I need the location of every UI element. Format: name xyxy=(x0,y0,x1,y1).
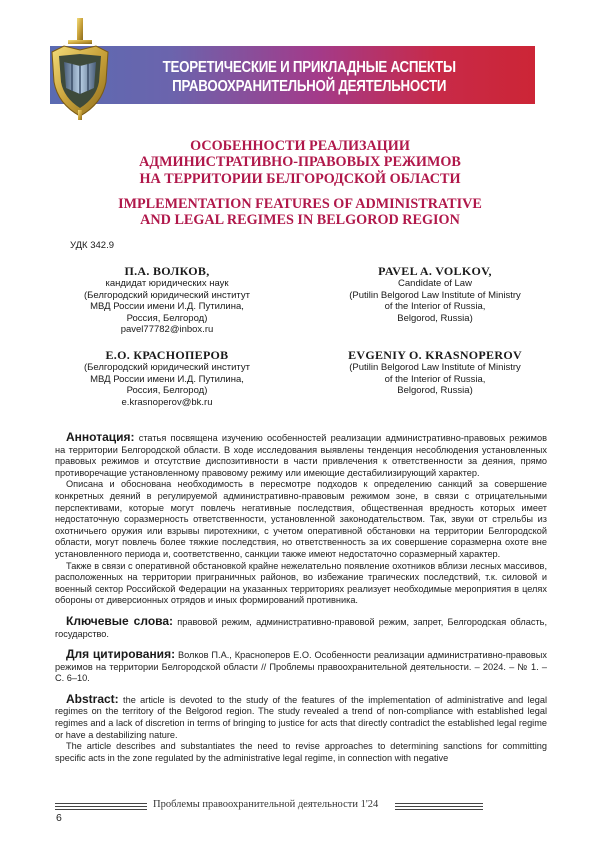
author-affiliation: of the Interior of Russia, xyxy=(384,301,486,313)
article-title-en xyxy=(0,196,600,229)
page-footer xyxy=(55,800,475,812)
author-affiliation: (Putilin Belgorod Law Institute of Ministry xyxy=(349,362,521,373)
keywords-paragraph xyxy=(55,613,547,640)
author-name: Е.О. КРАСНОПЕРОВ xyxy=(105,348,229,362)
author-affiliation: (Putilin Belgorod Law Institute of Ministry xyxy=(349,289,521,301)
article-title-ru xyxy=(0,138,600,187)
title-ru-line: АДМИНИСТРАТИВНО-ПРАВОВЫХ РЕЖИМОВ xyxy=(139,154,461,171)
author-en-volkov xyxy=(310,264,560,324)
title-en-line: IMPLEMENTATION FEATURES OF ADMINISTRATIVE xyxy=(118,196,482,212)
annotation-paragraph xyxy=(55,432,547,479)
author-affiliation: (Белгородский юридический институт xyxy=(84,289,250,301)
author-affiliation: Belgorod, Russia) xyxy=(397,385,473,397)
citation-label: Для цитирования: xyxy=(66,647,176,662)
title-ru-line: ОСОБЕННОСТИ РЕАЛИЗАЦИИ xyxy=(190,138,410,154)
author-affiliation: Belgorod, Russia) xyxy=(397,312,473,324)
author-degree: кандидат юридических наук xyxy=(105,278,229,289)
annotation-paragraph: Описана и обоснована необходимость в пересмотре подходов к определению санкций за совершение конкретных деяний в регулируемой административно-правовым режимом зоне, в связи с отрицательными перспективами, которые могут повлечь негативные последствия, общественная вредность которых имеет недостаточную соразмерность ответственности, установленной законодательством. Так, звуки от стрельбы из охотничьего оружия или взрывы пиротехники, с учетом оперативной обстановки на территории Белгородской области, могут повлечь более тяжкие последствия, но ответственность за их совершение соразмерна охоте вне установленного периода и, соответственно, санкции также имеют недостаточно соразмерный характер. xyxy=(55,479,547,559)
banner-line-1: ТЕОРЕТИЧЕСКИЕ И ПРИКЛАДНЫЕ АСПЕКТЫ xyxy=(162,59,456,76)
author-name: PAVEL A. VOLKOV, xyxy=(378,264,492,278)
keywords-label: Ключевые слова: xyxy=(66,613,174,628)
annotation-paragraph: Также в связи с оперативной обстановкой крайне нежелательно появление охотников вблизи лесных массивов, расположенных на территории приграничных районов, во избежание трагических последствий, т.к. силовой и военный сектор Российской Федерации на указанных территориях реализует необходимые мероприятия в целях обороны от диверсионных отрядов и иных формирований противника. xyxy=(55,560,547,606)
author-email[interactable]: e.krasnoperov@bk.ru xyxy=(121,396,213,408)
author-affiliation: МВД России имени И.Д. Путилина, xyxy=(90,301,244,313)
shield-sword-emblem-icon xyxy=(44,16,116,120)
abstract-en-paragraph: The article describes and substantiates the need to revise approaches to determining sanctions for committing specific acts in the zone regulated by the administrative legal regime, in connection with negative xyxy=(55,741,547,763)
author-affiliation: Россия, Белгород) xyxy=(126,385,208,397)
title-en-line: AND LEGAL REGIMES IN BELGOROD REGION xyxy=(140,212,460,229)
author-en-krasnoperov xyxy=(310,348,560,397)
author-affiliation: (Белгородский юридический институт xyxy=(84,362,250,373)
udk-code: УДК 342.9 xyxy=(70,240,114,251)
footer-rule-left xyxy=(55,803,147,810)
footer-rule-right xyxy=(395,803,483,810)
citation-paragraph xyxy=(55,649,547,685)
abstract-en-text: the article is devoted to the study of the features of the implementation of administrative and legal regimes on the territory of the Belgorod region. The study revealed a trend of non-compliance with established legal regimes and a lack of discretion in terms of bringing to justice for acts that directly contradict the established legal regime or have a destabilizing nature. xyxy=(55,694,547,740)
keywords-text: правовой режим, административно-правовой режим, запрет, Белгородская область, государство. xyxy=(55,616,547,639)
annotation-label: Аннотация: xyxy=(66,430,135,444)
footer-journal-title: Проблемы правоохранительной деятельности 1'24 xyxy=(153,799,379,810)
annotation-text: статья посвящена изучению особенностей реализации административно-правовых режимов на территории Белгородской области. В ходе исследования выявлены тенденция несоблюдения установленных правовых режимов и отсутствие диспозитивности в части привлечения к ответственности за деяния, прямо противоречащие установленному правовому режиму или имеющие дестабилизирующий характер. xyxy=(55,433,547,478)
author-ru-krasnoperov xyxy=(42,348,292,408)
article-abstract-section xyxy=(55,432,547,764)
title-ru-line: НА ТЕРРИТОРИИ БЕЛГОРОДСКОЙ ОБЛАСТИ xyxy=(139,170,461,187)
citation-text: Волков П.А., Красноперов Е.О. Особенности реализации административно-правовых режимов на территории Белгородской области // Проблемы правоохранительной деятельности. – 2024. – № 1. – С. 6–10. xyxy=(55,650,547,684)
abstract-en-label: Abstract: xyxy=(66,691,119,706)
author-affiliation: of the Interior of Russia, xyxy=(384,373,486,385)
author-name: П.А. ВОЛКОВ, xyxy=(124,264,210,278)
author-affiliation: МВД России имени И.Д. Путилина, xyxy=(90,373,244,385)
author-email[interactable]: pavel77782@inbox.ru xyxy=(120,324,214,336)
journal-section-heading xyxy=(120,58,498,96)
banner-line-2: ПРАВООХРАНИТЕЛЬНОЙ ДЕЯТЕЛЬНОСТИ xyxy=(172,78,447,95)
author-degree: Candidate of Law xyxy=(398,278,472,289)
author-ru-volkov xyxy=(42,264,292,336)
author-name: EVGENIY O. KRASNOPEROV xyxy=(348,348,522,362)
abstract-en-paragraph xyxy=(55,691,547,741)
author-affiliation: Россия, Белгород) xyxy=(126,312,208,324)
page-number: 6 xyxy=(56,812,62,824)
